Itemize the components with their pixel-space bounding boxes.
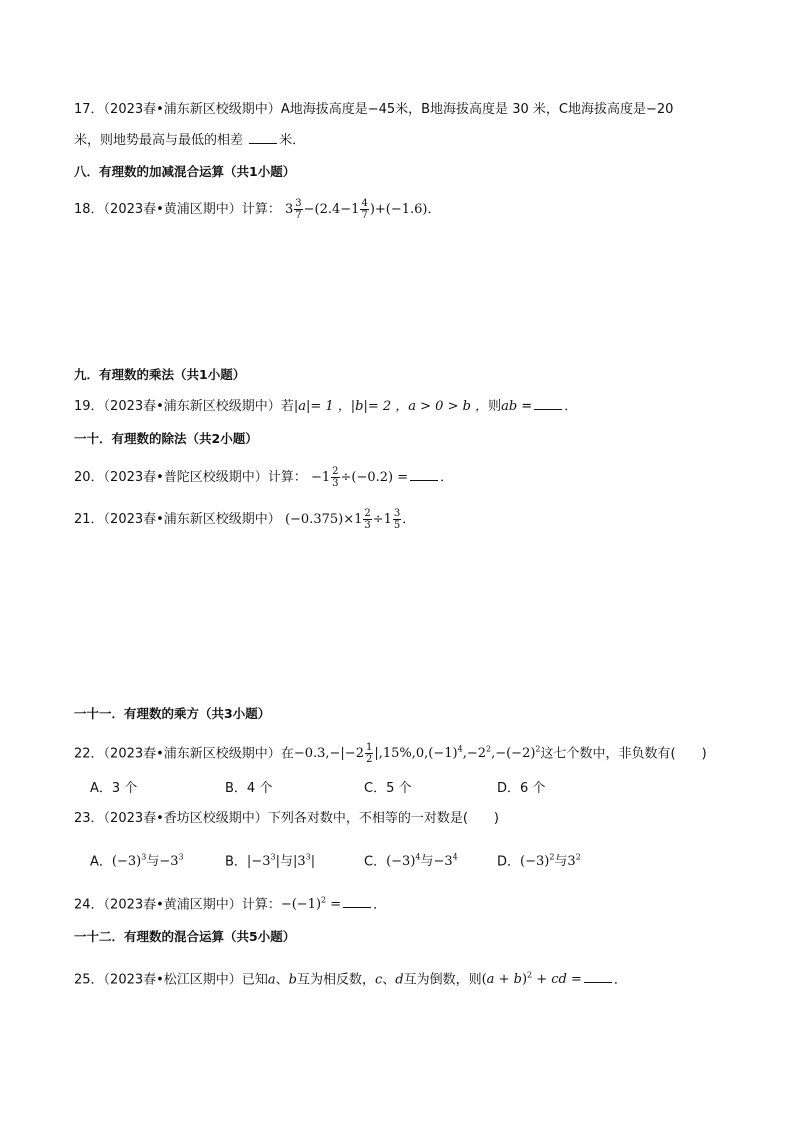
question-source: （2023春•黄浦区期中）: [103, 202, 242, 217]
question-text: 互为相反数，: [296, 972, 375, 988]
question-source: （2023春•黄浦区期中）: [103, 897, 242, 913]
option-a[interactable]: A．$(-3)^3$与$-3^3$: [90, 853, 184, 870]
question-number: 21．: [74, 512, 104, 527]
question-text: 若: [280, 399, 294, 414]
question-source: （2023春•浦东新区校级期中）: [103, 102, 281, 117]
question-source: （2023春•香坊区校级期中）: [103, 811, 268, 826]
question-19: 19．（2023春•浦东新区校级期中）若|a|= 1 ，|b|= 2 ，a > 0 > b ，则ab = ．: [74, 399, 578, 414]
question-text: 在: [280, 746, 294, 762]
question-number: 20．: [74, 470, 104, 485]
question-25: 25．（2023春•松江区期中）已知a、b互为相反数，c、d互为倒数，则$(a + b)^2$ + cd = ．: [74, 971, 627, 988]
question-text: 米．: [279, 133, 306, 148]
question-source: （2023春•普陀区校级期中）: [103, 470, 268, 485]
question-21: [74, 508, 415, 531]
option-c[interactable]: C．$(-3)^4$与$-3^4$: [364, 853, 458, 870]
answer-blank[interactable]: [343, 895, 371, 908]
answer-blank[interactable]: [584, 970, 612, 983]
question-text: 计算：: [241, 202, 281, 217]
math-expression: |a|= 1 ，|b|= 2 ，a > 0 > b ，: [293, 399, 489, 414]
option-a[interactable]: A．3 个: [90, 781, 138, 796]
question-source: （2023春•浦东新区校级期中）: [103, 512, 281, 527]
question-source: （2023春•松江区期中）: [103, 972, 242, 988]
section-heading-9: 九．有理数的乘法（共1小题）: [74, 367, 246, 382]
question-18: [74, 198, 441, 221]
question-number: 22．: [74, 746, 104, 762]
option-d[interactable]: D．6 个: [497, 781, 546, 796]
question-text: 计算：: [267, 470, 307, 485]
math-expression: −1 $\frac{2}{3}$ ÷(−0.2) =: [310, 466, 409, 489]
math-expression: −0.3,−|−2 $\frac{1}{2}$ $|,15\%,0,(-1)^4,-2^2,-(-2)^2$: [293, 742, 541, 766]
math-expression: 3 $\frac{3}{7}$ −(2.4−1 $\frac{4}{7}$ )+(−1.6)．: [284, 198, 441, 221]
question-text: 下列各对数中，不相等的一对数是( ): [267, 811, 499, 826]
question-23: [74, 810, 499, 828]
question-22: [74, 741, 707, 765]
answer-blank[interactable]: [410, 468, 438, 481]
math-expression: (−0.375)×1 $\frac{2}{3}$ ÷1 $\frac{3}{5}$ ．: [284, 508, 416, 531]
question-text: 已知: [241, 972, 268, 988]
question-text: A地海拔高度是−45米，B地海拔高度是 30 米，C地海拔高度是−20: [280, 102, 674, 117]
section-heading-10: 一十．有理数的除法（共2小题）: [74, 431, 258, 446]
option-b[interactable]: B．4 个: [225, 781, 273, 796]
question-number: 18．: [74, 202, 104, 217]
section-heading-12: 一十二．有理数的混合运算（共5小题）: [74, 929, 296, 944]
question-number: 24．: [74, 897, 104, 913]
answer-blank[interactable]: [249, 131, 277, 144]
question-17-line-1: [74, 101, 673, 119]
question-number: 19．: [74, 399, 104, 414]
question-24: 24．（2023春•黄浦区期中）计算：$-(-1)^2$ = ．: [74, 896, 387, 913]
option-d[interactable]: D．$(-3)^2$与$3^2$: [497, 853, 581, 870]
option-c[interactable]: C．5 个: [364, 781, 412, 796]
question-20: 20．（2023春•普陀区校级期中）计算： −1 $\frac{2}{3}$ ÷(−0.2) = ．: [74, 466, 454, 489]
option-b[interactable]: B．$|-3^3|$与$|3^3|$: [225, 853, 316, 870]
question-number: 17．: [74, 102, 104, 117]
question-text: 这七个数中，非负数有( ): [540, 746, 707, 762]
question-source: （2023春•浦东新区校级期中）: [103, 399, 281, 414]
math-expression: $-(-1)^2$ =: [280, 896, 342, 913]
question-text: 计算：: [241, 897, 281, 913]
section-heading-11: 一十一．有理数的乘方（共3小题）: [74, 706, 271, 721]
section-heading-8: 八．有理数的加减混合运算（共1小题）: [74, 164, 296, 179]
math-expression: $(a + b)^2$ + cd =: [481, 971, 582, 988]
question-text: 互为倒数，则: [403, 972, 482, 988]
question-source: （2023春•浦东新区校级期中）: [103, 746, 281, 762]
answer-blank[interactable]: [534, 397, 562, 410]
question-text: 米，则地势最高与最低的相差: [74, 133, 244, 148]
question-number: 23．: [74, 811, 104, 826]
question-number: 25．: [74, 972, 104, 988]
question-17-line-2: [74, 131, 305, 150]
